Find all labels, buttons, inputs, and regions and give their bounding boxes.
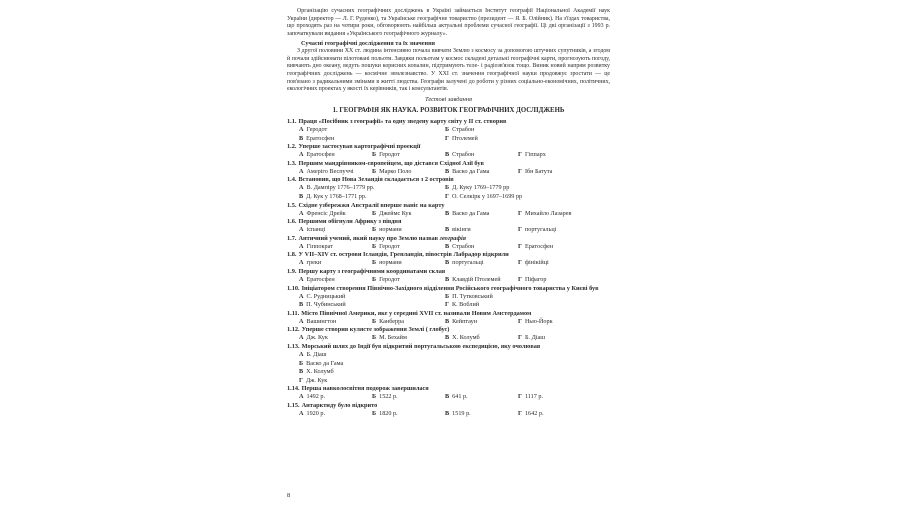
answer-text: К. Воблий [451, 301, 480, 309]
answer-letter: В [445, 275, 450, 283]
answer-letter: Б [372, 409, 377, 417]
answer-options [299, 126, 610, 143]
answer-option [299, 259, 372, 268]
answer-letter: Б [372, 151, 377, 159]
answer-letter: А [299, 259, 304, 267]
answer-options [299, 226, 610, 235]
answer-option [299, 368, 445, 377]
answer-option [299, 243, 372, 252]
question-list [287, 118, 610, 418]
section-title: Сучасні географічні дослідження та їх значення [301, 39, 435, 47]
document-page [287, 8, 610, 506]
question-text [287, 285, 610, 293]
answer-text: португальці [452, 259, 484, 267]
answer-options [299, 334, 610, 343]
question-text [287, 310, 610, 318]
answer-option [299, 276, 372, 285]
answer-text: 1522 р. [379, 393, 398, 401]
answer-letter: А [299, 167, 304, 175]
answer-text: Френсіс Дрейк [306, 209, 346, 217]
question-block [287, 160, 610, 177]
question-number: 1.13. [287, 342, 300, 350]
answer-text: М. Бехайм [379, 334, 407, 342]
answer-options [299, 243, 610, 252]
answer-option [372, 318, 445, 327]
question-number: 1.15. [287, 401, 300, 409]
answer-letter: А [299, 350, 304, 358]
answer-option [372, 151, 445, 160]
answer-text: Амеріго Веспуччі [306, 167, 354, 175]
question-text [287, 235, 610, 243]
question-prompt: Уперше застосував картографічні проекції [298, 143, 421, 151]
question-number: 1.6. [287, 218, 297, 226]
answer-letter: В [299, 193, 304, 200]
answer-letter: Б [372, 275, 377, 283]
question-block [287, 235, 610, 252]
answer-option [445, 126, 591, 135]
answer-option [518, 151, 591, 160]
answer-text: Клавдій Птолемей [452, 275, 501, 283]
question-prompt: Першу карту з географічними координатами склав [298, 267, 446, 275]
question-text [287, 160, 610, 168]
answer-options [299, 210, 610, 219]
answer-option [299, 360, 445, 369]
answer-letter: Б [372, 226, 377, 234]
answer-text: нормани [379, 259, 402, 267]
answer-option [372, 410, 445, 419]
page-number: 8 [287, 492, 291, 499]
answer-text: Канберра [379, 317, 404, 325]
answer-option [299, 135, 445, 144]
question-block [287, 143, 610, 160]
answer-option [299, 151, 372, 160]
answer-text: португальці [524, 226, 557, 234]
question-number: 1.7. [287, 234, 297, 242]
intro-section [287, 8, 610, 94]
answer-letter: В [299, 134, 304, 142]
answer-option [299, 210, 372, 219]
question-prompt: Античний учений, який науку про Землю назвав [298, 234, 439, 242]
answer-text: Д. Кук у 1768–1771 рр. [306, 193, 367, 200]
answer-text: іспанці [306, 226, 326, 234]
question-text [287, 118, 610, 126]
answer-text: О. Селкірк у 1697–1699 рр [451, 193, 523, 200]
answer-option [299, 184, 445, 193]
answer-text: С. Рудницький [306, 292, 346, 300]
answer-option [445, 135, 591, 144]
answer-option [518, 276, 591, 285]
answer-text: Михайло Лазарев [524, 209, 572, 217]
answer-letter: А [299, 226, 304, 234]
answer-text: Гіппарх [524, 151, 546, 159]
answer-options [299, 351, 610, 385]
chapter-title: 1. ГЕОГРАФІЯ ЯК НАУКА. РОЗВИТОК ГЕОГРАФІЧНИХ ДОСЛІДЖЕНЬ [332, 107, 565, 115]
answer-letter: В [445, 334, 450, 342]
answer-letter: Г [518, 393, 522, 401]
question-number: 1.11. [287, 309, 300, 317]
answer-option [445, 193, 591, 202]
question-prompt: Першими обігнули Африку з півдня [298, 218, 402, 226]
answer-option [372, 243, 445, 252]
answer-options [299, 393, 610, 402]
answer-option [299, 410, 372, 419]
answer-options [299, 318, 610, 327]
answer-option [299, 293, 445, 302]
answer-text: Ератосфен [306, 134, 335, 142]
answer-option [518, 393, 591, 402]
answer-letter: Б [299, 359, 304, 367]
answer-text: Х. Колумб [452, 334, 480, 342]
answer-option [299, 126, 445, 135]
answer-text: В. Дампіру 1776–1779 рр. [306, 184, 375, 192]
answer-letter: Г [518, 167, 522, 175]
answer-text: Страбон [452, 242, 475, 250]
answer-option [299, 193, 445, 202]
answer-text: Гіппократ [306, 242, 333, 250]
answer-letter: Б [372, 259, 377, 267]
answer-text: 1820 р. [379, 409, 398, 417]
answer-option [372, 226, 445, 235]
question-block [287, 402, 610, 419]
answer-letter: В [299, 368, 304, 376]
question-block [287, 310, 610, 327]
question-number: 1.12. [287, 326, 300, 334]
answer-text: Васко да Гама [452, 167, 490, 175]
answer-text: Ератосфен [524, 242, 554, 250]
answer-letter: А [299, 409, 304, 417]
answer-letter: Г [445, 193, 449, 200]
question-prompt: Перша навколосвітня подорож завершилася [301, 385, 429, 393]
answer-text: Дж. Кук [305, 376, 328, 384]
answer-letter: Г [518, 226, 522, 234]
question-text [287, 268, 610, 276]
question-prompt: Уперше створив кулясте зображення Землі ( глобус) [301, 326, 450, 334]
answer-letter: Б [372, 334, 377, 342]
answer-option [445, 210, 518, 219]
answer-option [518, 210, 591, 219]
answer-letter: Б [445, 126, 450, 134]
question-number: 1.3. [287, 159, 297, 167]
answer-text: Васко да Гама [452, 209, 490, 217]
question-number: 1.9. [287, 267, 297, 275]
answer-text: Піфагор [524, 275, 547, 283]
answer-option [518, 334, 591, 343]
answer-text: 1117 р. [524, 393, 544, 401]
answer-option [445, 318, 518, 327]
answer-text: Геродот [379, 242, 400, 250]
answer-option [445, 301, 591, 310]
answer-letter: А [299, 275, 304, 283]
question-number: 1.4. [287, 176, 297, 184]
question-text [287, 385, 610, 393]
answer-letter: В [445, 167, 450, 175]
question-prompt: Морський шлях до Індії був відкритий португальською експедицією, яку очолював [301, 342, 541, 350]
answer-text: Геродот [306, 126, 328, 134]
answer-option [299, 334, 372, 343]
question-text [287, 251, 610, 259]
tasks-heading: Тестові завдання [425, 96, 472, 104]
answer-text: Васко да Гама [306, 359, 344, 367]
answer-option [445, 243, 518, 252]
intro-paragraph-1: Організацію сучасних географічних досліджень в Україні займається Інститут географії Національної Академії наук України (директор — Л. Г. Руденко), та Українське географічне товариство (президент — Я. Б. Олійник). На з'їздах товариства, що проходять раз на чотири роки, обговорюють найбільш актуальні проблеми сучасної географії. Ці дві організації з 1993 р. започаткували видання «Українського географічного журналу». [287, 8, 610, 38]
question-block [287, 268, 610, 285]
answer-options [299, 276, 610, 285]
question-block [287, 343, 610, 385]
answer-options [299, 151, 610, 160]
answer-letter: Г [518, 259, 522, 267]
question-block [287, 285, 610, 310]
question-number: 1.5. [287, 201, 297, 209]
answer-text: Джеймс Кук [379, 209, 412, 217]
answer-text: Х. Колумб [306, 368, 334, 376]
answer-option [372, 393, 445, 402]
question-block [287, 251, 610, 268]
answer-letter: Б [445, 292, 450, 300]
answer-option [445, 259, 518, 268]
answer-letter: А [299, 151, 304, 159]
answer-text: Дж. Кук [306, 334, 328, 342]
answer-option [445, 151, 518, 160]
question-text [287, 202, 610, 210]
answer-text: 1920 р. [306, 409, 326, 417]
answer-option [372, 334, 445, 343]
question-text [287, 176, 610, 184]
answer-letter: В [445, 259, 450, 267]
question-number: 1.1. [287, 118, 297, 126]
question-prompt: Першим мандрівником-європейцем, що дістався Східної Азії був [298, 159, 484, 167]
answer-option [518, 259, 591, 268]
answer-option [299, 393, 372, 402]
answer-text: Марко Поло [379, 167, 412, 175]
answer-letter: В [445, 393, 450, 401]
answer-text: П. Тутковський [452, 292, 493, 300]
answer-option [518, 410, 591, 419]
answer-option [372, 259, 445, 268]
answer-letter: В [445, 226, 450, 234]
question-prompt: У VII–XIV ст. острови Ісландія, Гренландія, півострів Лабрадор відкрили [298, 251, 509, 259]
question-block [287, 385, 610, 402]
answer-option [299, 168, 372, 177]
answer-letter: Г [518, 275, 522, 283]
answer-text: фінікійці [524, 259, 549, 267]
question-prompt: Ініціатором створення Північно-Західного відділення Російського географічного товариства у Києві був [301, 284, 599, 292]
answer-letter: В [445, 242, 450, 250]
question-number: 1.2. [287, 143, 297, 151]
answer-option [299, 351, 445, 360]
answer-letter: Г [445, 134, 449, 142]
answer-option [445, 168, 518, 177]
question-text [287, 343, 610, 351]
answer-letter: Г [445, 301, 449, 309]
answer-option [372, 276, 445, 285]
answer-text: Б. Діаш [306, 350, 327, 358]
answer-text: Страбон [452, 126, 475, 134]
answer-option [518, 243, 591, 252]
answer-text: Геродот [379, 151, 400, 159]
answer-text: Ератосфен [306, 151, 335, 159]
answer-options [299, 168, 610, 177]
question-text [287, 326, 610, 334]
answer-option [299, 318, 372, 327]
question-block [287, 118, 610, 143]
answer-option [518, 168, 591, 177]
answer-letter: В [299, 301, 304, 309]
question-text [287, 143, 610, 151]
answer-option [445, 293, 591, 302]
answer-option [445, 410, 518, 419]
answer-letter: В [445, 317, 450, 325]
answer-letter: Б [372, 242, 377, 250]
answer-text: 1519 р. [452, 409, 471, 417]
answer-letter: Г [299, 376, 303, 384]
answer-letter: А [299, 242, 304, 250]
answer-text: Страбон [452, 151, 475, 159]
answer-letter: Б [445, 184, 450, 192]
answer-letter: А [299, 184, 304, 192]
answer-options [299, 293, 610, 310]
answer-letter: В [445, 151, 450, 159]
answer-options [299, 184, 610, 201]
answer-text: Геродот [379, 275, 400, 283]
answer-text: Д. Куку 1769–1779 рр [452, 184, 510, 192]
answer-letter: Г [518, 242, 522, 250]
question-block [287, 326, 610, 343]
answer-text: Кейптаун [452, 317, 478, 325]
question-prompt: Антарктиду було відкрито [301, 401, 378, 409]
answer-text: Ератосфен [306, 275, 335, 283]
answer-option [518, 318, 591, 327]
answer-text: Птолемей [451, 134, 478, 142]
answer-letter: Г [518, 334, 522, 342]
question-number: 1.10. [287, 284, 300, 292]
answer-option [445, 334, 518, 343]
answer-text: Б. Діаш [524, 334, 546, 342]
answer-option [299, 301, 445, 310]
answer-options [299, 410, 610, 419]
question-prompt: Місто Північної Америки, яке у середині XVII ст. називали Новим Амстердамом [301, 309, 532, 317]
answer-letter: Б [372, 317, 377, 325]
answer-option [445, 226, 518, 235]
answer-letter: Г [518, 409, 522, 417]
answer-letter: А [299, 334, 304, 342]
answer-letter: Г [518, 209, 522, 217]
answer-option [299, 377, 445, 386]
answer-letter: А [299, 317, 304, 325]
answer-letter: В [445, 209, 450, 217]
answer-text: греки [306, 259, 322, 267]
answer-text: 1492 р. [306, 393, 326, 401]
answer-letter: В [445, 409, 450, 417]
answer-option [445, 184, 591, 193]
question-number: 1.14. [287, 385, 300, 393]
answer-option [518, 226, 591, 235]
answer-option [372, 168, 445, 177]
answer-letter: А [299, 209, 304, 217]
answer-text: П. Чубинський [306, 301, 346, 309]
question-prompt: Встановив, що Нова Зеландія складається з 2 островів [298, 176, 454, 184]
answer-text: 1642 р. [524, 409, 544, 417]
answer-option [445, 276, 518, 285]
answer-letter: Б [372, 167, 377, 175]
intro-paragraph-2: З другої половини XX ст. людина інтенсивно почала вивчати Землю з космосу за допомогою штучних супутників, а згодом й почали здійснювати пілотовані польоти. Завдяки польотам у космос складені детальні географічні карти, прогнозують погоду, вивчають дно океану, ведуть пошуки корисних копалин, підтримують теле- і радіозв'язок тощо. Виник новий напрям розвитку географічних досліджень — космічне землезнавство. У XXI ст. значення географічної науки продовжує зростати — це пов'язано з радикальними змінами в житті людства. Географи залучені до роботи у різних соціально-економічних, політичних, екологічних проектах у якості їх керівників, так і консультантів. [287, 47, 610, 93]
answer-letter: А [299, 126, 304, 134]
answer-option [299, 226, 372, 235]
question-block [287, 176, 610, 201]
answer-text: Вашингтон [306, 317, 337, 325]
answer-option [445, 393, 518, 402]
answer-text: Ібн Батута [524, 167, 553, 175]
question-text [287, 402, 610, 410]
question-number: 1.8. [287, 251, 297, 259]
question-block [287, 202, 610, 219]
question-prompt: Праця «Посібник з географії» та одну зведену карту світу у II ст. створив [298, 118, 507, 126]
question-text [287, 218, 610, 226]
answer-option [372, 210, 445, 219]
answer-letter: Б [372, 209, 377, 217]
answer-options [299, 259, 610, 268]
answer-text: вікінги [452, 226, 471, 234]
answer-letter: Г [518, 317, 522, 325]
answer-letter: А [299, 292, 304, 300]
question-prompt: Східне узбережжя Австралії вперше наніс на карту [298, 201, 445, 209]
answer-letter: Г [518, 151, 522, 159]
answer-text: Нью-Йорк [524, 317, 553, 325]
question-prompt-italic: географія [439, 234, 466, 242]
answer-letter: Б [372, 393, 377, 401]
question-block [287, 218, 610, 235]
answer-text: 641 р. [452, 393, 468, 401]
answer-letter: А [299, 393, 304, 401]
answer-text: нормани [379, 226, 402, 234]
